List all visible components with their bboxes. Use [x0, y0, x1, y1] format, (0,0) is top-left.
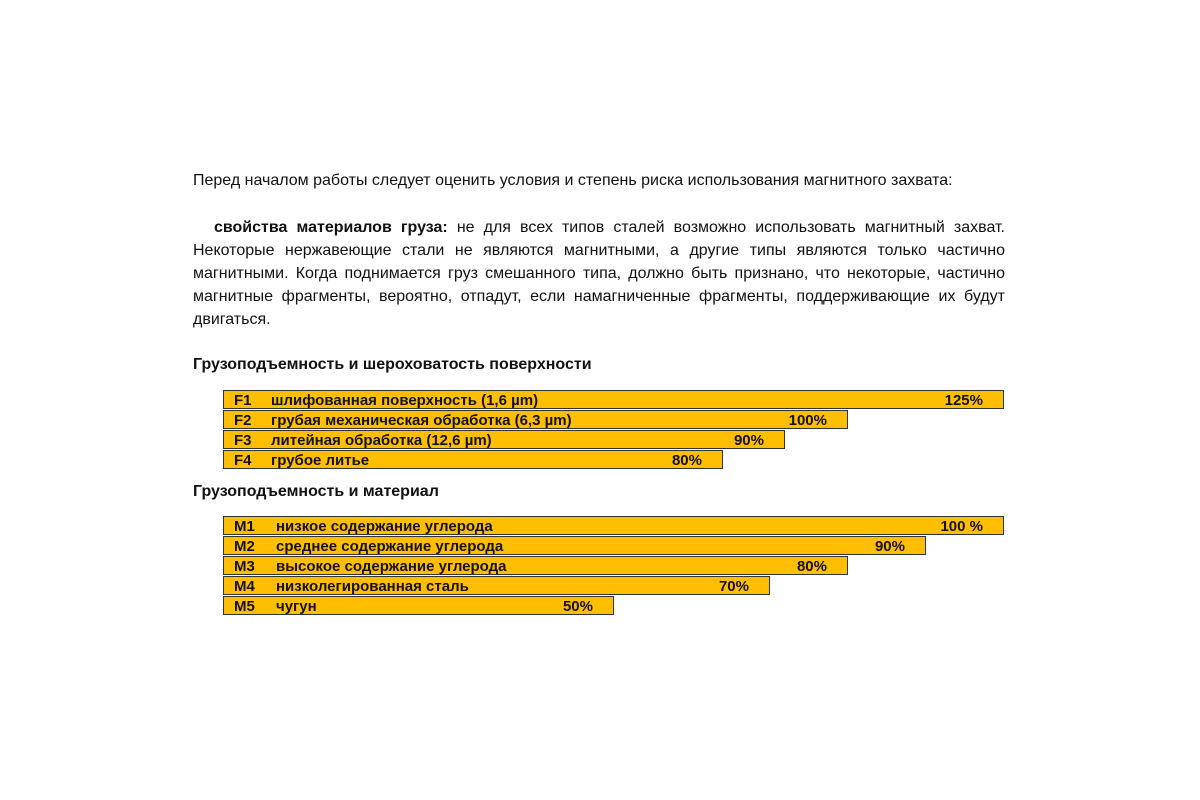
bar-value-label: 80%: [796, 558, 827, 575]
bar-value-label: 100%: [788, 412, 827, 429]
materials-paragraph: [193, 216, 1005, 331]
bar-code: M1: [234, 518, 255, 535]
section-title-surface: Грузоподъемность и шероховатость поверхности: [193, 356, 592, 373]
bar-value-label: 70%: [718, 578, 749, 595]
bar-label: шлифованная поверхность (1,6 µm): [271, 392, 539, 409]
bar-value-label: 125%: [944, 392, 983, 409]
material-bar-m4: [223, 576, 770, 595]
bar-code: F4: [234, 452, 252, 469]
bar-code: F1: [234, 392, 252, 409]
bar-value-label: 90%: [733, 432, 764, 449]
material-bar-m3: [223, 556, 848, 575]
bar-value-label: 80%: [671, 452, 702, 469]
bar-code: M2: [234, 538, 255, 555]
surface-bar-f2: [223, 410, 848, 429]
bar-code: M3: [234, 558, 255, 575]
bar-code: M4: [234, 578, 255, 595]
bar-label: высокое содержание углерода: [276, 558, 507, 575]
bar-label: низколегированная сталь: [276, 578, 469, 595]
bar-value-label: 90%: [874, 538, 905, 555]
section-title-material: Грузоподъемность и материал: [193, 483, 439, 500]
surface-bar-f3: [223, 430, 785, 449]
bar-code: M5: [234, 598, 255, 615]
material-bar-m5: [223, 596, 614, 615]
bar-code: F3: [234, 432, 252, 449]
bar-label: низкое содержание углерода: [276, 518, 493, 535]
surface-bar-f4: [223, 450, 723, 469]
bar-value-label: 50%: [562, 598, 593, 615]
material-bar-m2: [223, 536, 926, 555]
paragraph-lead: свойства материалов груза:: [214, 219, 448, 236]
paragraph-text: не для всех типов сталей возможно использовать магнитный захват. Некоторые нержавеющие стали не являются магнитными, а другие типы являются только частично магнитными. Когда поднимается груз смешанного типа, должно быть признано, что некоторые, частично магнитные фрагменты, вероятно, отпадут, если намагниченные фрагменты, поддерживающие их будут двигаться.: [193, 219, 1006, 328]
bar-label: чугун: [276, 598, 317, 615]
bar-label: среднее содержание углерода: [276, 538, 504, 555]
bar-label: литейная обработка (12,6 µm): [271, 432, 492, 449]
intro-text: Перед началом работы следует оценить условия и степень риска использования магнитного захвата:: [193, 172, 953, 189]
bar-label: грубое литье: [271, 452, 370, 469]
material-bar-m1: [223, 516, 1004, 535]
bar-code: F2: [234, 412, 252, 429]
surface-bar-f1: [223, 390, 1004, 409]
bar-value-label: 100 %: [940, 518, 983, 535]
bar-label: грубая механическая обработка (6,3 µm): [271, 412, 572, 429]
